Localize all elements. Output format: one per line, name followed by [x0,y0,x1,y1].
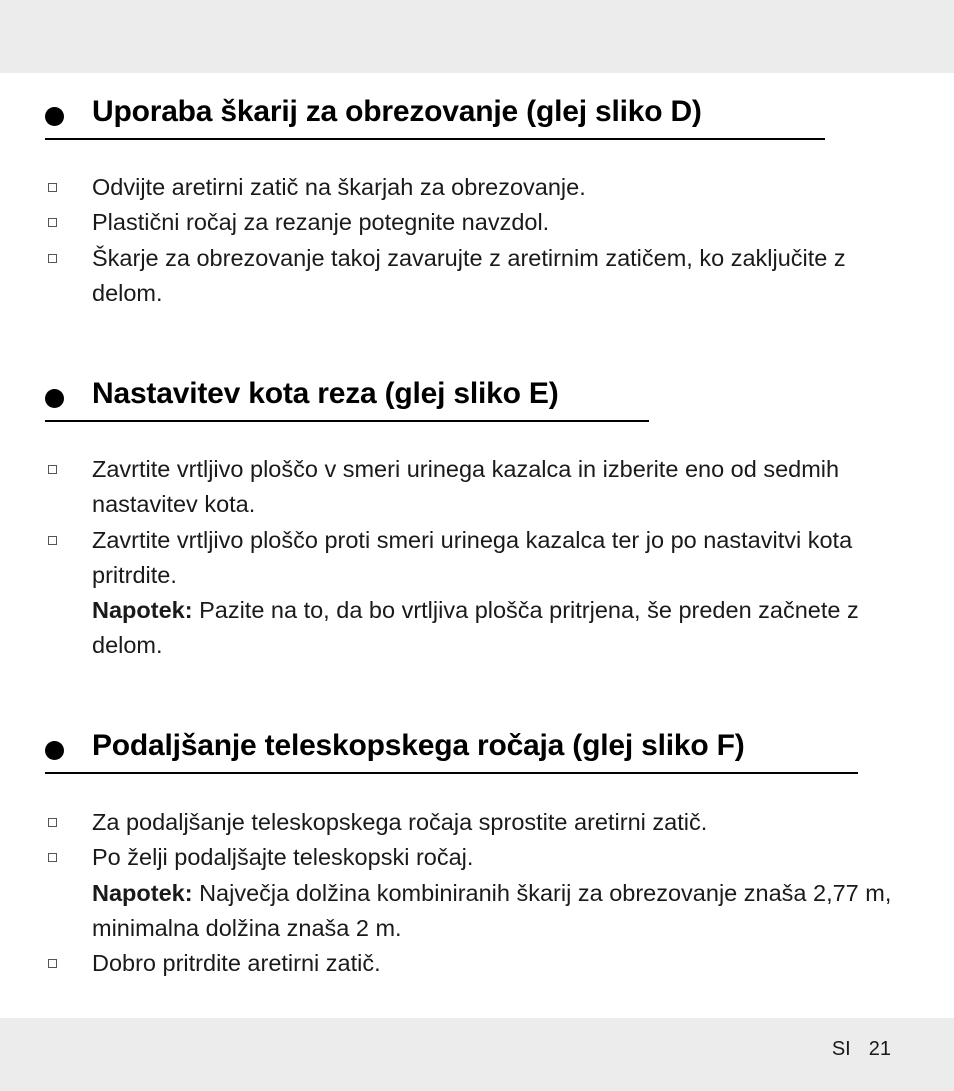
list-item [45,523,915,664]
heading-bullet-icon [45,389,64,408]
checkbox-icon [48,536,57,545]
heading-underline [45,138,825,140]
list-item-text: Za podaljšanje teleskopskega ročaja sprostite aretirni zatič. [92,809,708,835]
note-label: Napotek: [92,597,193,624]
checkbox-icon [48,818,57,827]
checkbox-icon [48,959,57,968]
list-item-text: Zavrtite vrtljivo ploščo proti smeri urinega kazalca ter jo po nastavitvi kota pritrdite. [92,526,853,588]
checkbox-icon [48,254,57,263]
list-item-text: Plastični ročaj za rezanje potegnite navzdol. [92,209,550,236]
checkbox-icon [48,183,57,192]
list-item [45,170,915,205]
checkbox-icon [48,853,57,862]
list-item-text: Zavrtite vrtljivo ploščo v smeri urinega kazalca in izberite eno od sedmih nastavitev kota. [92,456,840,518]
list-item-text: Odvijte aretirni zatič na škarjah za obrezovanje. [92,174,586,200]
list-item [45,241,915,312]
instruction-list [45,452,915,664]
instruction-list [45,805,915,981]
list-item-text: Po želji podaljšajte teleskopski ročaj. [92,844,474,871]
list-item [45,840,915,946]
list-item-text: Škarje za obrezovanje takoj zavarujte z aretirnim zatičem, ko zaključite z delom. [92,244,846,306]
checkbox-icon [48,218,57,227]
list-item [45,946,915,981]
bottom-margin-band [0,1018,954,1091]
section-title: Nastavitev kota reza (glej sliko E) [92,377,559,410]
list-item [45,805,915,840]
heading-underline [45,420,649,422]
note-label: Napotek: [92,879,193,906]
note-text: Pazite na to, da bo vrtljiva plošča pritrjena, še preden začnete z delom. [92,597,859,659]
section-title: Uporaba škarij za obrezovanje (glej sliko D) [92,95,702,128]
language-code: SI [831,1038,851,1060]
top-margin-band [0,0,954,73]
heading-bullet-icon [45,741,64,760]
list-item [45,205,915,240]
page-number: 21 [868,1038,891,1060]
heading-underline [45,772,858,774]
section-title: Podaljšanje teleskopskega ročaja (glej sliko F) [92,729,745,762]
instruction-list [45,170,915,311]
list-item-text: Dobro pritrdite aretirni zatič. [92,950,381,977]
page-footer [832,1038,891,1061]
note-text: Največja dolžina kombiniranih škarij za obrezovanje znaša 2,77 m, minimalna dolžina znaša 2 m. [92,879,892,941]
heading-bullet-icon [45,107,64,126]
checkbox-icon [48,465,57,474]
list-item [45,452,915,523]
